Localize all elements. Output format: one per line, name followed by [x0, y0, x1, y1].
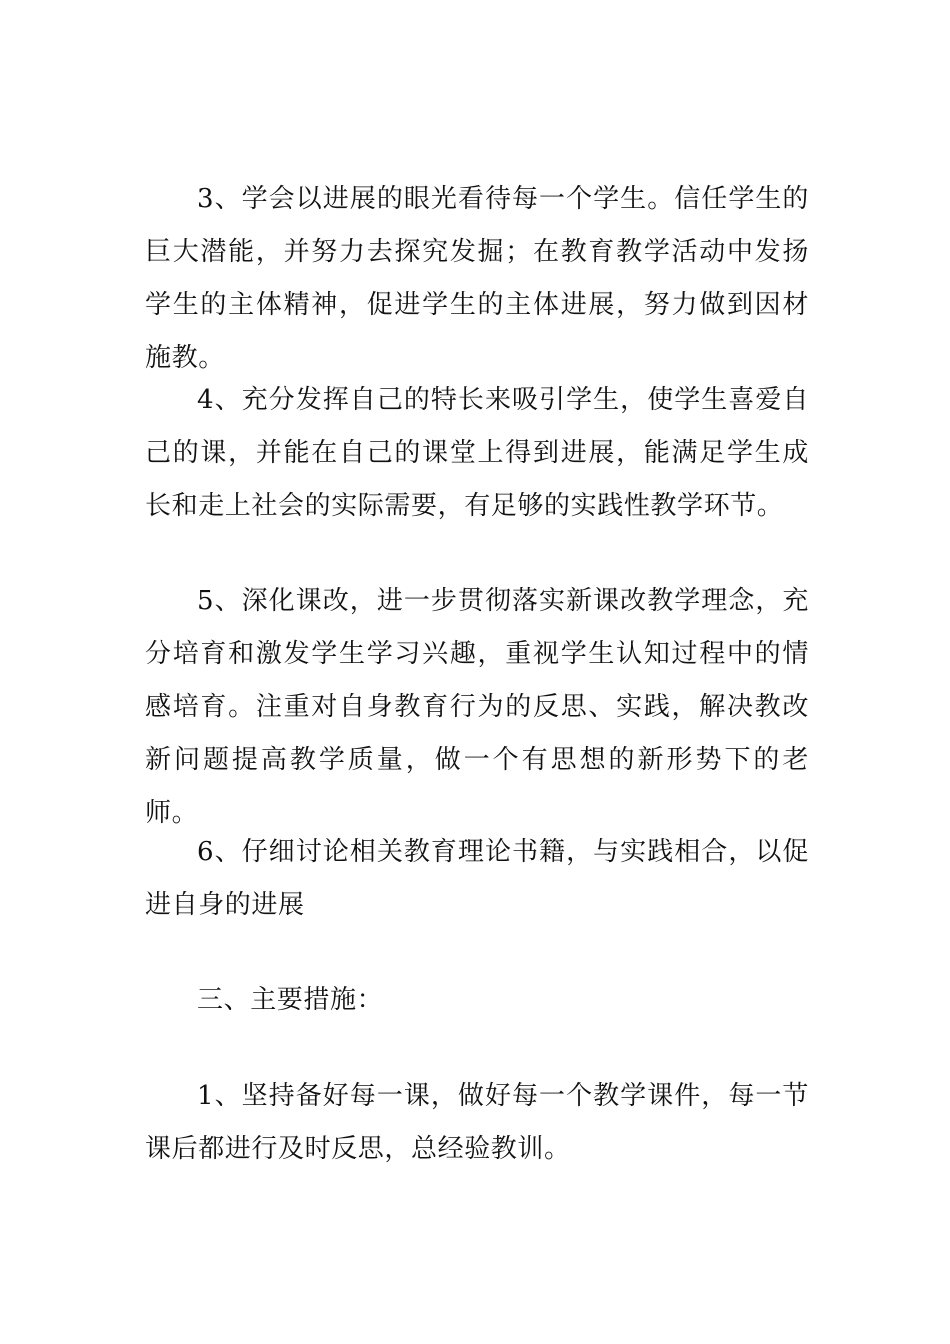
paragraph-item-6: 6、仔细讨论相关教育理论书籍，与实践相合，以促进自身的进展 — [145, 837, 809, 920]
paragraph-item-5: 5、深化课改，进一步贯彻落实新课改教学理念，充分培育和激发学生学习兴趣，重视学生认知过程中的情感培育。注重对自身教育行为的反思、实践，解决教改新问题提高教学质量，做一个有思想的新形势下的老师。 — [145, 586, 809, 828]
paragraph-item-3: 3、学会以进展的眼光看待每一个学生。信任学生的巨大潜能，并努力去探究发掘；在教育教学活动中发扬学生的主体精神，促进学生的主体进展，努力做到因材施教。 — [145, 184, 809, 373]
paragraph-measure-1: 1、坚持备好每一课，做好每一个教学课件，每一节课后都进行及时反思，总经验教训。 — [145, 1081, 809, 1164]
section-heading-measures: 三、主要措施： — [197, 985, 384, 1015]
paragraph-item-4: 4、充分发挥自己的特长来吸引学生，使学生喜爱自己的课，并能在自己的课堂上得到进展，能满足学生成长和走上社会的实际需要，有足够的实践性教学环节。 — [145, 385, 809, 521]
